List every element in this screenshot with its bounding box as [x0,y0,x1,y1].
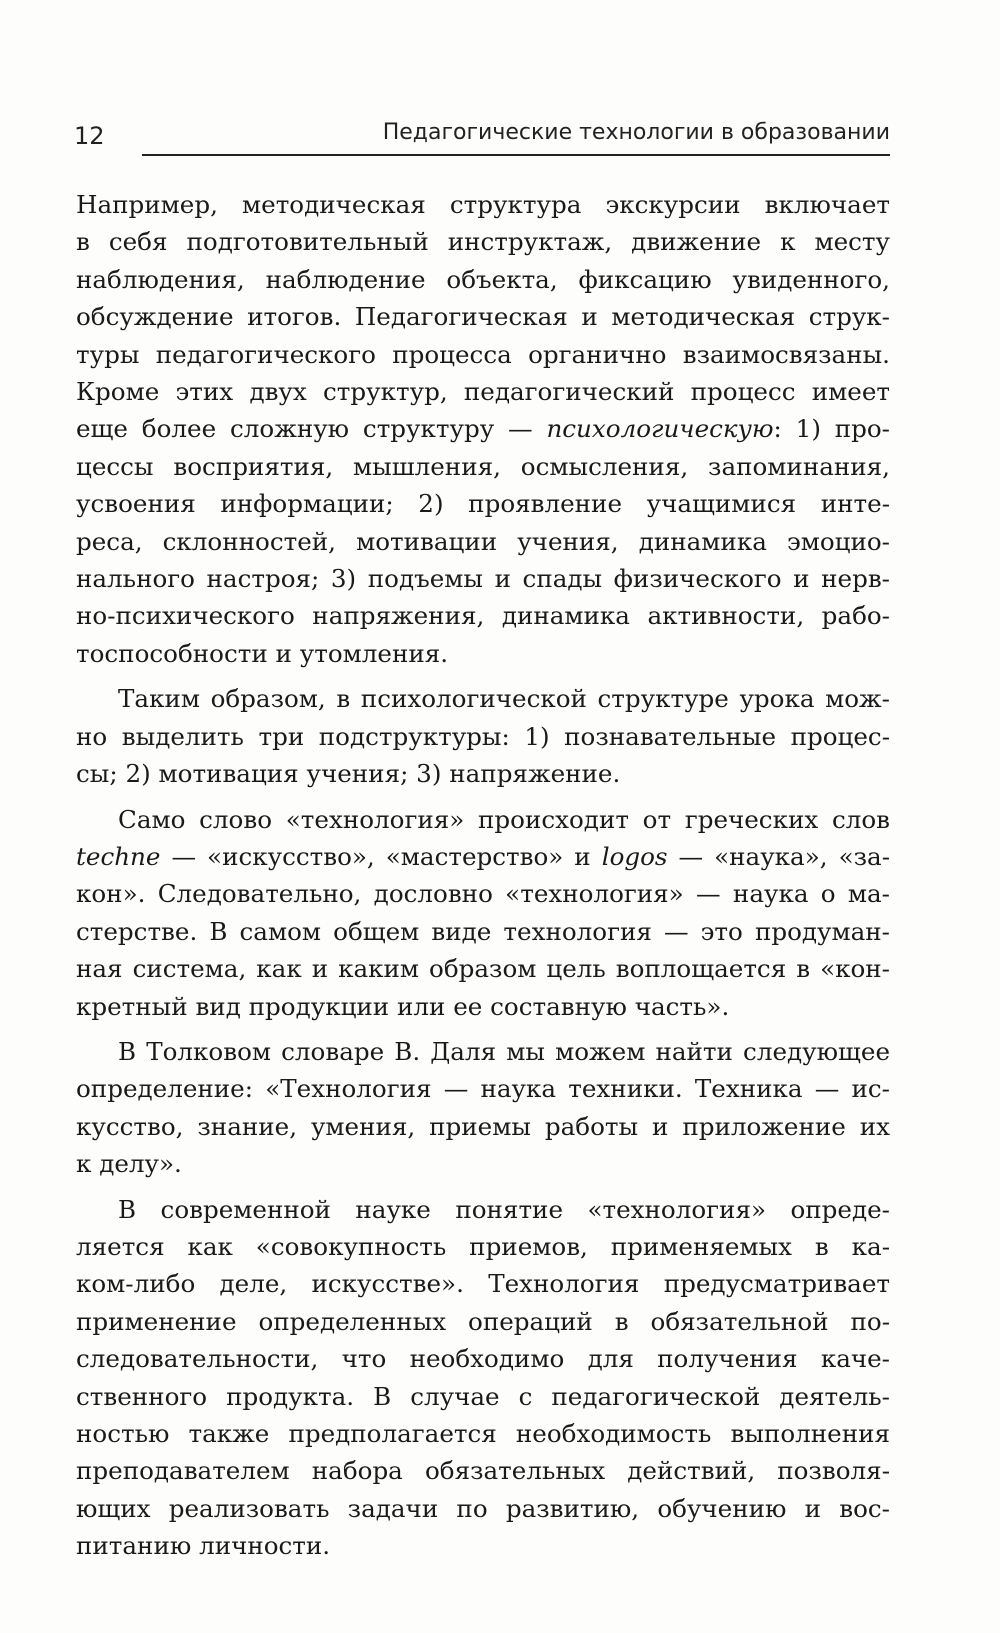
text-line: Само слово «технология» происходит от греческих слов [118,804,890,834]
text-line: ющих реализовать задачи по развитию, обучению и вос- [76,1493,890,1523]
paragraph-5 [76,1191,890,1565]
body-text [76,186,890,1573]
italic-term: психологическую [546,414,774,444]
text-line: В Толковом словаре В. Даля мы можем найти следующее [118,1036,890,1066]
text-line: нального настроя; 3) подъемы и спады физического и нерв- [76,564,890,594]
text-line: Кроме этих двух структур, педагогический процесс имеет [76,377,890,407]
text-line: стерстве. В самом общем виде технология — это продуман- [76,916,890,946]
text-fragment: — «наука», «за- [667,841,891,871]
header-rule [142,154,890,156]
text-line: к делу». [76,1149,182,1179]
italic-term: techne [76,841,161,871]
text-line: туры педагогического процесса органично взаимосвязаны. [76,339,890,369]
text-fragment: : 1) про- [773,414,890,444]
page-number: 12 [74,122,105,150]
paragraph-2 [76,680,890,792]
text-line: преподавателем набора обязательных действий, позволя- [76,1456,890,1486]
text-fragment: еще более сложную структуру — [76,414,547,444]
text-line: в себя подготовительный инструктаж, движение к месту [76,227,890,257]
text-line: кретный вид продукции или ее составную часть». [76,991,730,1021]
text-line-mixed [76,410,890,447]
text-line: В современной науке понятие «технология» опреде- [118,1194,890,1224]
text-line: реса, склонностей, мотивации учения, динамика эмоцио- [76,526,890,556]
italic-term: logos [601,841,668,871]
text-line: ляется как «совокупность приемов, применяемых в ка- [76,1231,890,1261]
text-line: кусство, знание, умения, приемы работы и приложение их [76,1111,890,1141]
text-line: Например, методическая структура экскурсии включает [76,190,890,219]
text-fragment: — «искусство», «мастерство» и [160,841,602,871]
text-line: кон». Следовательно, дословно «технология» — наука о ма- [76,879,890,909]
text-line: Таким образом, в психологической структуре урока мож- [118,684,890,714]
paragraph-1 [76,186,890,672]
text-line: ственного продукта. В случае с педагогической деятель- [76,1381,890,1411]
page-header [74,110,890,158]
text-line: определение: «Технология — наука техники. Техника — ис- [76,1074,890,1104]
text-line: сы; 2) мотивация учения; 3) напряжение. [76,759,621,789]
paragraph-3 [76,801,890,1025]
text-line: применение определенных операций в обязательной по- [76,1306,890,1336]
text-line: но выделить три подструктуры: 1) познавательные процес- [76,721,890,751]
text-line: ком-либо деле, искусстве». Технология предусматривает [76,1269,890,1299]
text-line: но-психического напряжения, динамика активности, рабо- [76,601,890,631]
text-line: следовательности, что необходимо для получения каче- [76,1344,890,1374]
text-line: усвоения информации; 2) проявление учащимися инте- [76,489,890,519]
text-line: ностью также предполагается необходимость выполнения [76,1419,890,1448]
text-line: питанию личности. [76,1531,331,1561]
text-line: ная система, как и каким образом цель воплощается в «кон- [76,954,890,984]
running-title: Педагогические технологии в образовании [382,120,890,145]
text-line-mixed [76,838,890,875]
text-line: цессы восприятия, мышления, осмысления, запоминания, [76,451,890,481]
text-line: обсуждение итогов. Педагогическая и методическая струк- [76,302,890,332]
text-line: наблюдения, наблюдение объекта, фиксацию увиденного, [76,264,890,294]
paragraph-4 [76,1033,890,1183]
text-line: тоспособности и утомления. [76,638,449,668]
